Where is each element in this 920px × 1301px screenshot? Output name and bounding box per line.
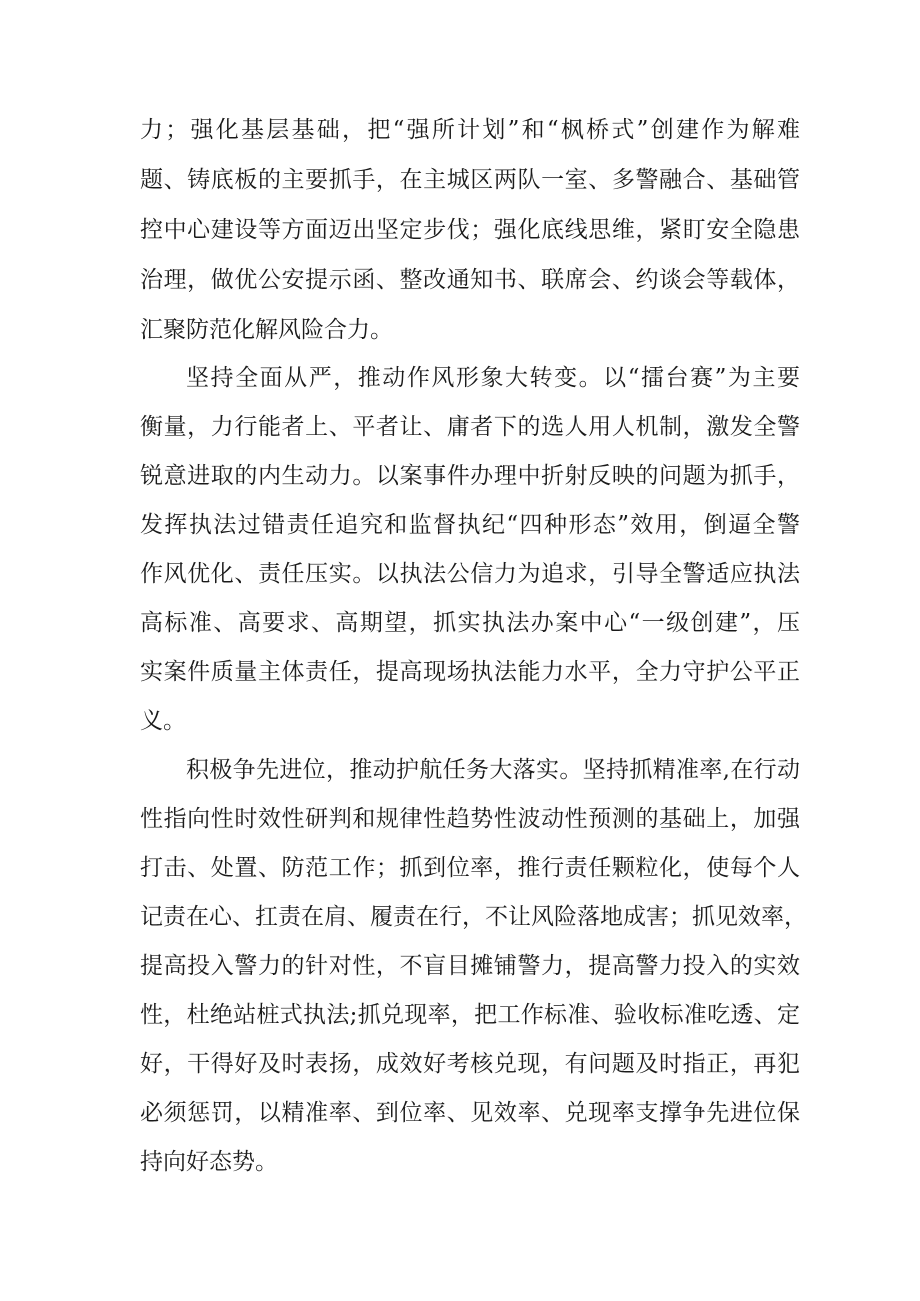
text-line: 力；强化基层基础，把“强所计划”和“枫桥式”创建作为解难	[140, 117, 800, 143]
text-line: 持向好态势。	[140, 1149, 278, 1175]
paragraph-first-line: 坚持全面从严，推动作风形象大转变。以“擂台赛”为主要	[186, 365, 800, 391]
text-line: 义。	[140, 708, 186, 734]
text-line: 题、铸底板的主要抓手，在主城区两队一室、多警融合、基础管	[140, 167, 800, 193]
text-line: 治理，做优公安提示函、整改通知书、联席会、约谈会等载体，	[140, 267, 800, 293]
text-line: 作风优化、责任压实。以执法公信力为追求，引导全警适应执法	[140, 561, 800, 587]
text-line: 发挥执法过错责任追究和监督执纪“四种形态”效用，倒逼全警	[140, 512, 800, 538]
text-line: 好，干得好及时表扬，成效好考核兑现，有问题及时指正，再犯	[140, 1051, 800, 1077]
text-line: 必须惩罚，以精准率、到位率、见效率、兑现率支撑争先进位保	[140, 1100, 800, 1126]
text-line: 记责在心、扛责在肩、履责在行，不让风险落地成害；抓见效率，	[140, 904, 807, 930]
text-line: 控中心建设等方面迈出坚定步伐；强化底线思维，紧盯安全隐患	[140, 217, 800, 243]
text-line: 汇聚防范化解风险合力。	[140, 317, 393, 343]
paragraph-first-line: 积极争先进位，推动护航任务大落实。坚持抓精准率,在行动	[186, 757, 800, 783]
text-line: 锐意进取的内生动力。以案事件办理中折射反映的问题为抓手，	[140, 463, 800, 489]
text-line: 提高投入警力的针对性，不盲目摊铺警力，提高警力投入的实效	[140, 953, 800, 979]
text-line: 衡量，力行能者上、平者让、庸者下的选人用人机制，激发全警	[140, 414, 800, 440]
text-line: 性，杜绝站桩式执法;抓兑现率，把工作标准、验收标准吃透、定	[140, 1002, 800, 1028]
text-line: 性指向性时效性研判和规律性趋势性波动性预测的基础上，加强	[140, 806, 800, 832]
text-line: 高标准、高要求、高期望，抓实执法办案中心“一级创建”，压	[140, 610, 800, 636]
text-line: 实案件质量主体责任，提高现场执法能力水平，全力守护公平正	[140, 659, 800, 685]
text-line: 打击、处置、防范工作；抓到位率，推行责任颗粒化，使每个人	[140, 855, 800, 881]
